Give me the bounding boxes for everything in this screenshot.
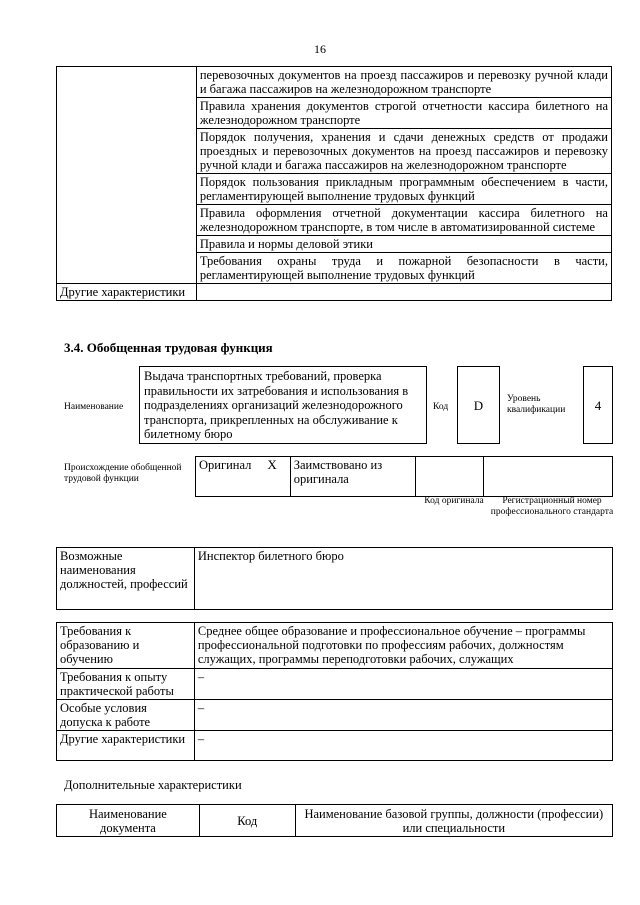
level-label: Уровень квалификации bbox=[507, 394, 566, 415]
code-label: Код bbox=[433, 402, 449, 412]
special-conditions-value: – bbox=[194, 700, 612, 731]
positions-label: Возможные наименования должностей, профессий bbox=[57, 548, 195, 610]
additional-title: Дополнительные характеристики bbox=[64, 778, 242, 792]
registration-number-cell bbox=[483, 457, 612, 497]
special-conditions-label: Особые условия допуска к работе bbox=[57, 700, 195, 731]
additional-table bbox=[56, 804, 613, 837]
col-document-name: Наименование документа bbox=[57, 805, 200, 837]
requirements-table bbox=[56, 622, 613, 761]
table-row: Правила и нормы деловой этики bbox=[196, 236, 611, 253]
original-code-cell bbox=[416, 457, 484, 497]
table-row: Правила хранения документов строгой отчетности кассира билетного на железнодорожном транспорте bbox=[196, 98, 611, 129]
original-code-caption: Код оригинала bbox=[424, 496, 484, 506]
page-number: 16 bbox=[314, 42, 326, 56]
borrowed-label: Заимствовано из оригинала bbox=[290, 457, 416, 497]
experience-label: Требования к опыту практической работы bbox=[57, 669, 195, 700]
function-name-box: Выдача транспортных требований, проверка правильности их затребования и использования в подразделениях организаций железнодорожного транспорта, прикрепленных на обслуживание к билетному бюро bbox=[139, 366, 427, 444]
table-row: перевозочных документов на проезд пассажиров и перевозку ручной клади и багажа пассажиров на железнодорожном транспорте bbox=[196, 67, 611, 98]
code-value-box: D bbox=[457, 366, 500, 444]
col-code: Код bbox=[199, 805, 295, 837]
registration-number-caption: Регистрационный номер профессионального стандарта bbox=[490, 496, 614, 517]
col-base-group: Наименование базовой группы, должности (профессии) или специальности bbox=[295, 805, 612, 837]
original-mark: X bbox=[254, 457, 290, 497]
name-label: Наименование bbox=[64, 402, 124, 412]
table-row: Правила оформления отчетной документации кассира билетного на железнодорожном транспорте, в том числе в автоматизированной системе bbox=[196, 205, 611, 236]
other-value: – bbox=[194, 731, 612, 761]
positions-value: Инспектор билетного бюро bbox=[194, 548, 612, 610]
positions-table bbox=[56, 547, 613, 610]
section-title: 3.4. Обобщенная трудовая функция bbox=[64, 340, 273, 355]
other-characteristics-label: Другие характеристики bbox=[57, 284, 197, 301]
education-label: Требования к образованию и обучению bbox=[57, 623, 195, 669]
experience-value: – bbox=[194, 669, 612, 700]
origin-table bbox=[195, 456, 613, 497]
table-row: Требования охраны труда и пожарной безопасности в части, регламентирующей выполнение трудовых функций bbox=[196, 253, 611, 284]
other-label: Другие характеристики bbox=[57, 731, 195, 761]
origin-label: Происхождение обобщенной трудовой функции bbox=[64, 463, 182, 484]
education-value: Среднее общее образование и профессиональное обучение – программы профессиональной подготовки по профессиям рабочих, должностям служащих, программы переподготовки рабочих, служащих bbox=[194, 623, 612, 669]
knowledge-table bbox=[56, 66, 612, 301]
other-characteristics-value bbox=[196, 284, 611, 301]
table-row: Порядок получения, хранения и сдачи денежных средств от продажи проездных и перевозочных документов на проезд пассажиров и перевозку ручной клади и багажа пассажиров на железнодорожном транспорте bbox=[196, 129, 611, 174]
table-row: Порядок пользования прикладным программным обеспечением в части, регламентирующей выполнение трудовых функций bbox=[196, 174, 611, 205]
level-value-box: 4 bbox=[583, 366, 613, 444]
original-label: Оригинал bbox=[196, 457, 255, 497]
empty-label-cell bbox=[57, 67, 197, 284]
